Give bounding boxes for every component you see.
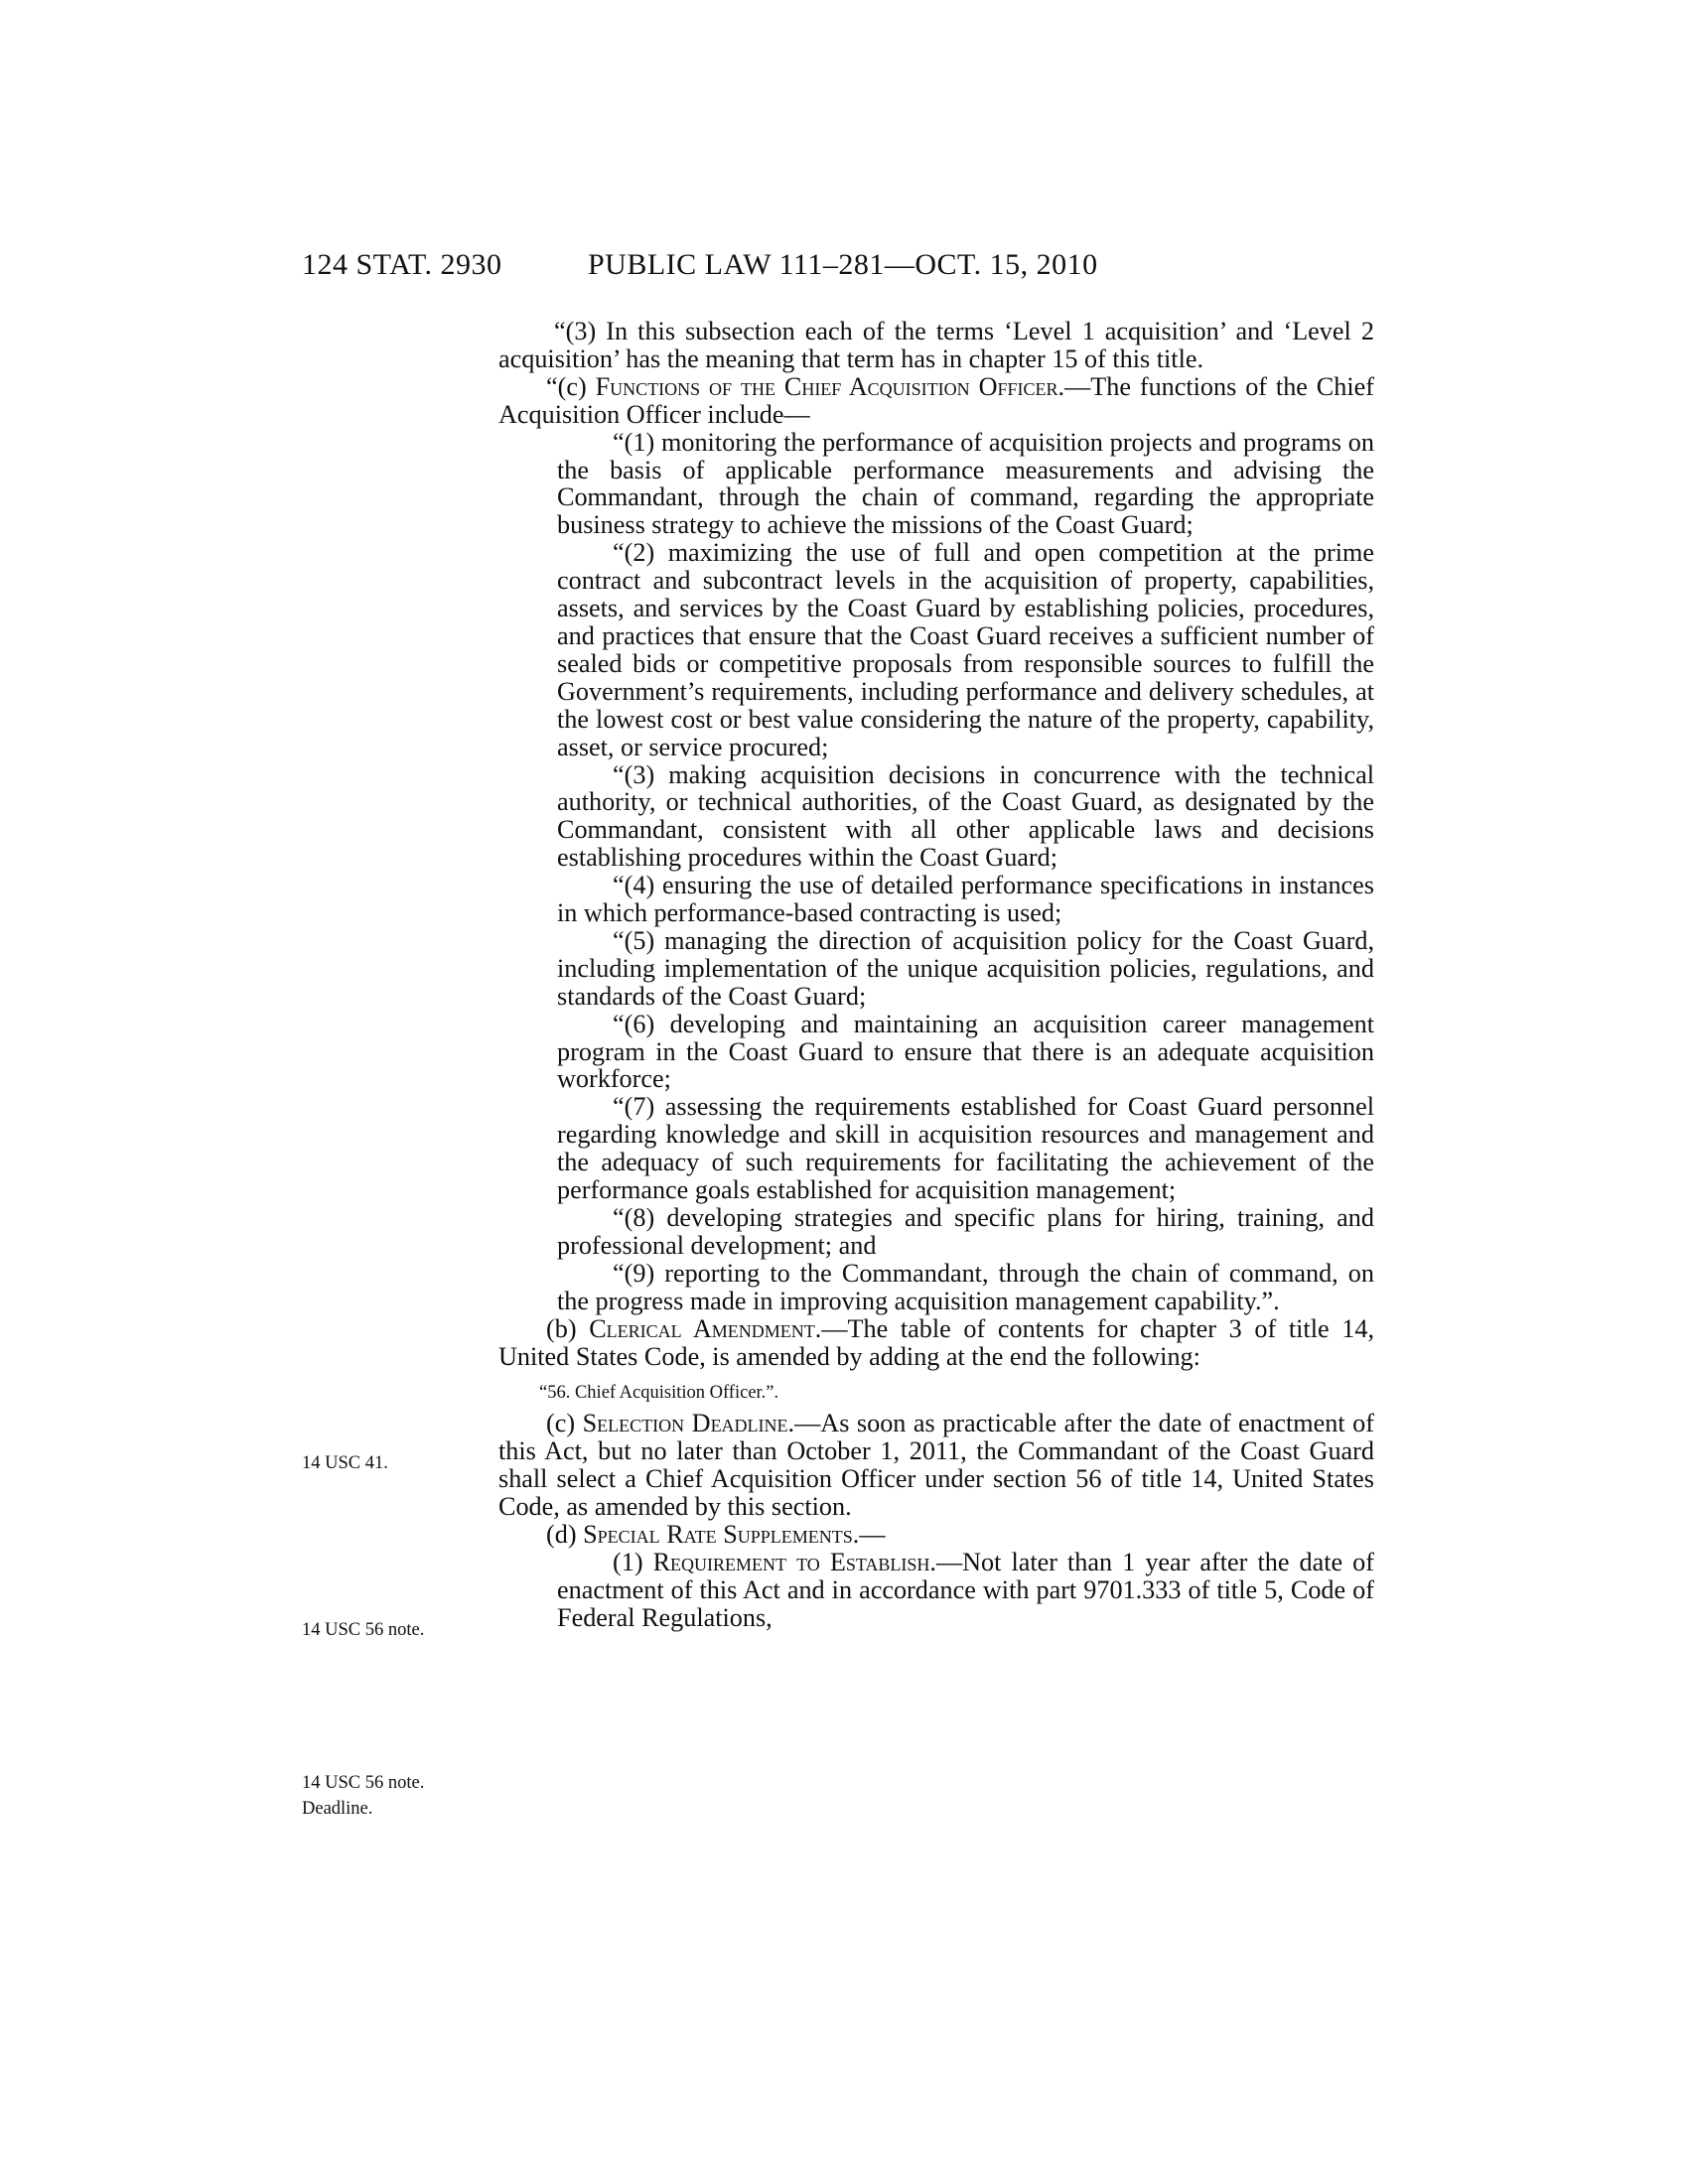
list-item: “(2) maximizing the use of full and open competition at the prime contract and subcontract levels in the acquisition of property, capabilities, assets, and services by the Coast Guard by establishing policies, procedures, and practices that ensure that the Coast Guard receives a sufficient number of sealed bids or competitive proposals from responsible sources to fulfill the Government’s requirements, including performance and delivery schedules, at the lowest cost or best value considering the nature of the property, capability, asset, or service procured;	[557, 538, 1374, 761]
paragraph: (d) Special Rate Supplements.—	[546, 1520, 886, 1550]
list-item: “(8) developing strategies and specific plans for hiring, training, and professional development; and	[557, 1203, 1374, 1260]
section-heading: Selection Deadline	[582, 1409, 788, 1438]
paragraph: “(c) Functions of the Chief Acquisition Officer.—The functions of the Chief Acquisition Officer include—	[498, 371, 1374, 429]
paragraph: (b) Clerical Amendment.—The table of contents for chapter 3 of title 14, United States Code, is amended by adding at the end the following:	[498, 1313, 1374, 1371]
section-heading: Requirement to Establish	[652, 1547, 930, 1576]
section-heading: Special Rate Supplements	[583, 1520, 853, 1550]
paragraph: “(3) In this subsection each of the terms ‘Level 1 acquisition’ and ‘Level 2 acquisition’ has the meaning that term has in chapter 15 of this title.	[498, 317, 1374, 373]
list-item: “(5) managing the direction of acquisition policy for the Coast Guard, including implementation of the unique acquisition policies, regulations, and standards of the Coast Guard;	[557, 925, 1374, 1011]
margin-note: 14 USC 56 note.	[302, 1620, 425, 1640]
list-item: “(1) monitoring the performance of acquisition projects and programs on the basis of applicable performance measurements and advising the Commandant, through the chain of command, regarding the appropriate business strategy to achieve the missions of the Coast Guard;	[557, 427, 1374, 540]
margin-note: 14 USC 41.	[302, 1453, 388, 1473]
stat-page-number: 124 STAT. 2930	[302, 248, 502, 281]
margin-note: 14 USC 56 note.	[302, 1773, 425, 1793]
page-header	[0, 248, 1688, 288]
list-item: “(4) ensuring the use of detailed performance specifications in instances in which performance-based contracting is used;	[557, 871, 1374, 928]
running-head: PUBLIC LAW 111–281—OCT. 15, 2010	[588, 248, 1098, 281]
toc-entry: “56. Chief Acquisition Officer.”.	[539, 1383, 779, 1404]
margin-note: Deadline.	[302, 1799, 373, 1819]
list-item: “(7) assessing the requirements established for Coast Guard personnel regarding knowledge and skill in acquisition resources and management and the adequacy of such requirements for facilitating the achievement of the performance goals established for acquisition management;	[557, 1092, 1374, 1205]
list-item: “(6) developing and maintaining an acquisition career management program in the Coast Guard to ensure that there is an adequate acquisition workforce;	[557, 1009, 1374, 1094]
paragraph: (c) Selection Deadline.—As soon as practicable after the date of enactment of this Act, but no later than October 1, 2011, the Commandant of the Coast Guard shall select a Chief Acquisition Officer under section 56 of title 14, United States Code, as amended by this section.	[498, 1409, 1374, 1522]
list-item: (1) Requirement to Establish.—Not later than 1 year after the date of enactment of this Act and in accordance with part 9701.333 of title 5, Code of Federal Regulations,	[557, 1547, 1374, 1632]
list-item: “(9) reporting to the Commandant, through the chain of command, on the progress made in improving acquisition management capability.”.	[557, 1258, 1374, 1315]
statute-text	[498, 318, 1374, 1632]
section-heading: Functions of the Chief Acquisition Officer	[595, 371, 1058, 401]
section-heading: Clerical Amendment	[589, 1313, 815, 1343]
list-item: “(3) making acquisition decisions in concurrence with the technical authority, or technical authorities, of the Coast Guard, as designated by the Commandant, consistent with all other applicable laws and decisions establishing procedures within the Coast Guard;	[557, 759, 1374, 873]
